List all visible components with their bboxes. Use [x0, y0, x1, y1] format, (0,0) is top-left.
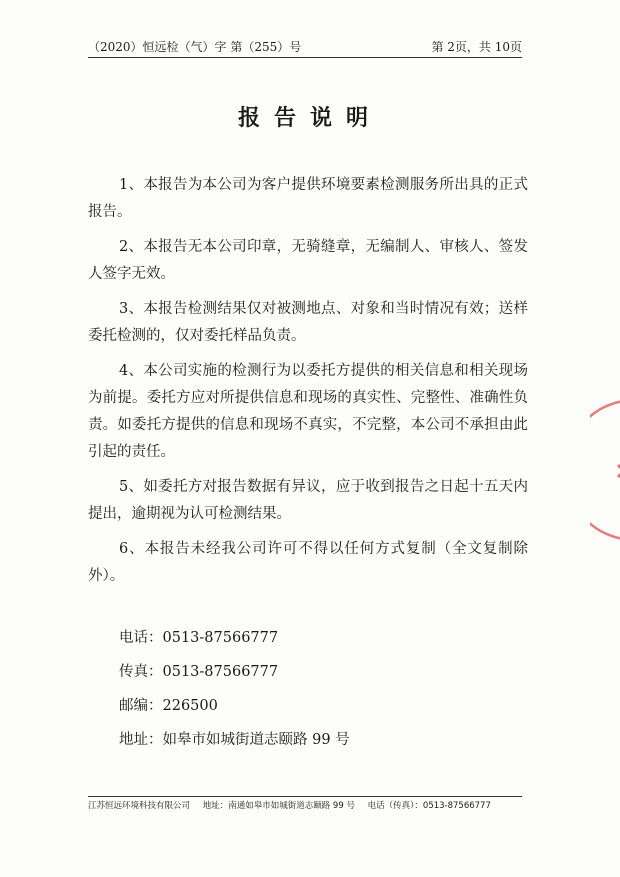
- report-number: （2020）恒远检（气）字 第（255）号: [88, 40, 302, 54]
- note-paragraph-1: 1、本报告为本公司为客户提供环境要素检测服务所出具的正式报告。: [88, 177, 528, 220]
- contact-postcode: 邮编：226500: [119, 698, 218, 714]
- page-info: 第 2页，共 10页: [431, 40, 522, 54]
- header-divider: [88, 57, 522, 58]
- contact-address: 地址：如皋市如城街道志颐路 99 号: [119, 732, 350, 748]
- contact-fax: 传真：0513-87566777: [119, 664, 279, 680]
- note-paragraph-5: 5、如委托方对报告数据有异议，应于收到报告之日起十五天内提出，逾期视为认可检测结果。: [88, 479, 528, 522]
- note-paragraph-4: 4、本公司实施的检测行为以委托方提供的相关信息和相关现场为前提。委托方应对所提供信息和现场的真实性、完整性、准确性负责。如委托方提供的信息和现场不真实，不完整，本公司不承担由此引起的责任。: [88, 363, 528, 460]
- contact-phone: 电话：0513-87566777: [119, 630, 279, 646]
- footer-company: 江苏恒远环境科技有限公司: [88, 801, 191, 811]
- page-title: 报告说明: [237, 105, 382, 131]
- footer-phone: 电话（传真）：0513-87566777: [367, 801, 491, 811]
- report-notes: [88, 172, 528, 598]
- contact-info: [119, 628, 499, 764]
- note-paragraph-3: 3、本报告检测结果仅对被测地点、对象和当时情况有效；送样委托检测的，仅对委托样品负责。: [88, 301, 528, 344]
- footer-address: 地址：南通如皋市如城街道志颐路 99 号: [202, 801, 355, 811]
- page-footer: [88, 800, 522, 812]
- page-header: [88, 38, 522, 56]
- note-paragraph-6: 6、本报告未经我公司许可不得以任何方式复制（全文复制除外）。: [88, 541, 528, 584]
- footer-divider: [88, 796, 522, 797]
- seal-stamp-icon: [590, 395, 620, 545]
- note-paragraph-2: 2、本报告无本公司印章，无骑缝章，无编制人、审核人、签发人签字无效。: [88, 239, 528, 282]
